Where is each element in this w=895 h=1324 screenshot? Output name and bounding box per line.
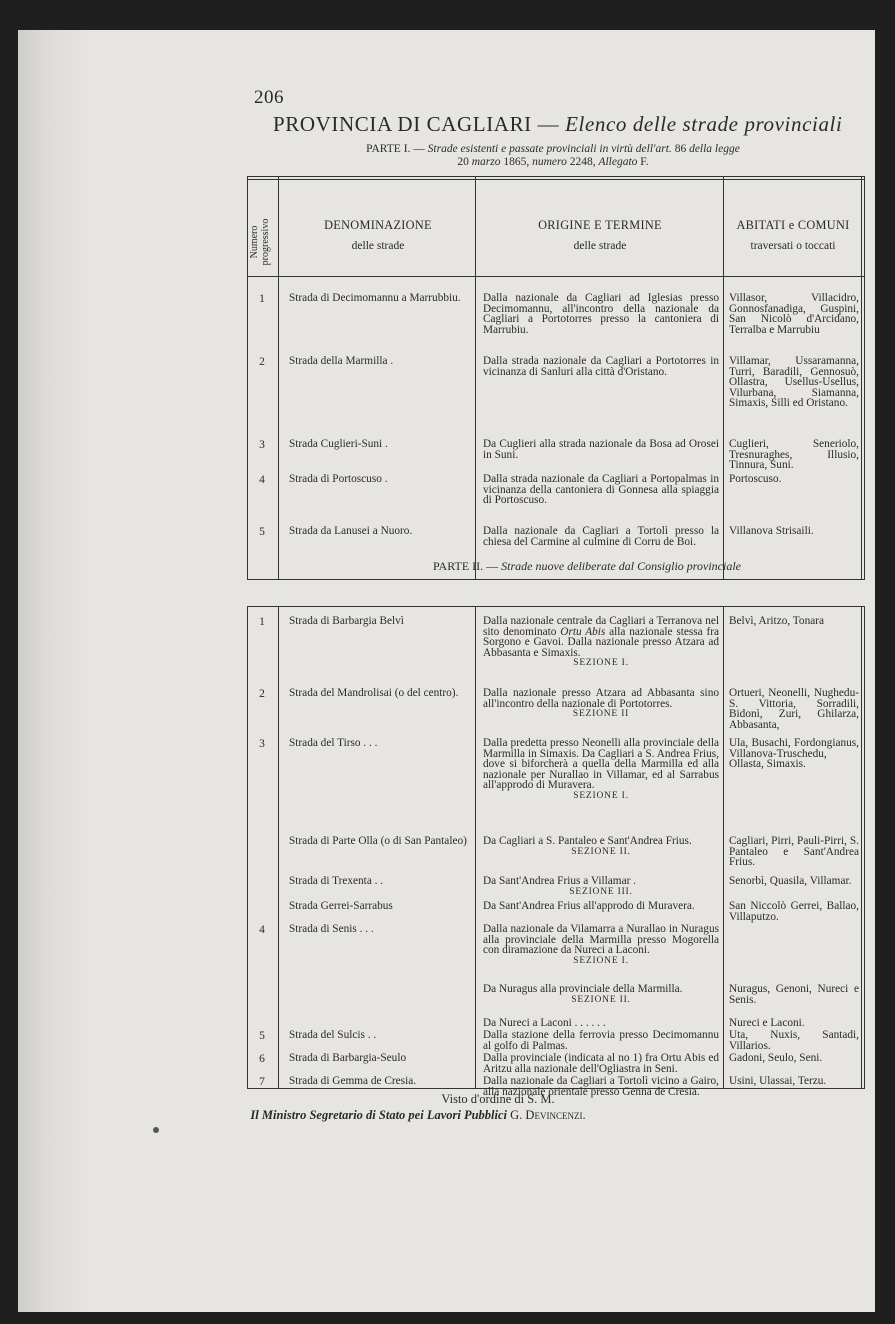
subtitle-numero: numero — [532, 156, 567, 168]
subtitle — [263, 143, 843, 169]
row-number: 6 — [259, 1053, 265, 1065]
road-name: Strada di Trexenta . . — [289, 875, 384, 887]
section-label: SEZIONE II. — [571, 994, 631, 1005]
road-towns: Villamar, Ussaramanna, Turri, Baradili, Gennosuò, Ollastra, Usellus-Usellus, Vilurbana, Siamanna, Simaxis, Silli ed Oristano. — [729, 355, 859, 410]
road-name: Strada di Barbargia-Seulo — [289, 1052, 407, 1064]
minister-title: Il Ministro Segretario di Stato pei Lavori Pubblici — [250, 1108, 508, 1122]
road-origin: Dalla nazionale da Cagliari a Tortolì presso la chiesa del Carmine al culmine di Corru de Boi. — [483, 525, 719, 548]
header-abitati-sub: traversati o toccati — [750, 240, 836, 252]
road-towns: Uta, Nuxis, Santadi, Villarios. — [729, 1029, 859, 1052]
origin-text: alla nazionale stessa fra Sorgono e Gavoi. Dalla nazionale presso Atzara ad Abbasanta e Simaxis. — [483, 625, 720, 659]
subtitle-lead: PARTE I. — — [366, 143, 425, 155]
minister-signature: G. Devincenzi. — [510, 1108, 586, 1122]
subtitle-year: 1865, — [503, 156, 530, 168]
table-top-rule — [247, 176, 865, 177]
row-number: 2 — [259, 356, 265, 368]
road-origin: Da Cuglieri alla strada nazionale da Bosa ad Orosei in Suni. — [483, 438, 719, 461]
road-name: Strada di Senis . . . — [289, 923, 374, 935]
road-origin — [483, 984, 719, 1005]
section-label: SEZIONE II. — [571, 846, 631, 857]
minister-line — [118, 1108, 718, 1123]
road-name: Strada da Lanusei a Nuoro. — [289, 525, 413, 537]
road-name: Strada di Barbargia Belvì — [289, 615, 404, 627]
origin-text: Da Sant'Andrea Frius a Villamar . — [483, 875, 636, 887]
road-towns: Portoscuso. — [729, 473, 782, 485]
road-name: Strada di Parte Olla (o di San Pantaleo) — [289, 835, 467, 847]
header-denominazione-sub: delle strade — [351, 240, 405, 252]
road-towns: Usini, Ulassai, Terzu. — [729, 1075, 827, 1087]
road-towns: Belvì, Aritzo, Tonara — [729, 615, 825, 627]
part2-heading — [327, 559, 847, 574]
col-rule-right — [861, 176, 862, 579]
roads-table — [247, 176, 865, 1176]
road-origin: Dalla provinciale (indicata al no 1) fra Ortu Abis ed Aritzu alla nazionale dell'Ogliastra in Seni. — [483, 1052, 719, 1075]
header-origine-sub: delle strade — [573, 240, 627, 252]
road-towns: Villasor, Villacidro, Gonnosfanadiga, Guspini, San Nicolò d'Arcidano, Terralba e Marrubiu — [729, 292, 859, 336]
row-number: 5 — [259, 1030, 265, 1042]
road-towns: Senorbì, Quasila, Villamar. — [729, 875, 852, 887]
header-bottom-rule — [247, 276, 865, 277]
road-name: Strada del Tirso . . . — [289, 737, 378, 749]
col-rule-left — [247, 176, 248, 579]
road-origin: Dalla strada nazionale da Cagliari a Portotorres in vicinanza di Sanluri alla città d'Oristano. — [483, 355, 719, 378]
origin-text: Dalla nazionale presso Atzara ad Abbasanta sino all'incontro della nazionale di Portotorres. — [483, 687, 719, 710]
road-origin: Dalla stazione della ferrovia presso Decimomannu al golfo di Palmas. — [483, 1029, 719, 1052]
road-name: Strada della Marmilla . — [289, 355, 394, 367]
col-rule-3-p2 — [723, 606, 724, 1088]
road-name: Strada del Mandrolisai (o del centro). — [289, 687, 459, 699]
row-number: 2 — [259, 688, 265, 700]
subtitle-day: 20 — [457, 156, 469, 168]
road-towns: San Niccolò Gerrei, Ballao, Villaputzo. — [729, 900, 859, 923]
col-rule-2-p2 — [475, 606, 476, 1088]
header-num: Numero progressivo — [249, 218, 271, 266]
col-rule-left-p2 — [247, 606, 248, 1088]
road-origin — [483, 924, 719, 966]
row-number: 4 — [259, 924, 265, 936]
title-main: PROVINCIA DI CAGLIARI — — [273, 112, 560, 136]
road-towns: Ula, Busachi, Fordongianus, Villanova-Truschedu, Ollasta, Simaxis. — [729, 737, 859, 771]
road-towns: Villanova Strisaili. — [729, 525, 814, 537]
subtitle-italic-2: della legge — [689, 143, 740, 155]
subtitle-italic-1: Strade esistenti e passate provinciali in virtù dell'art. — [427, 143, 672, 155]
col-rule-3 — [723, 176, 724, 579]
part1-bottom-rule — [247, 579, 865, 580]
page-title — [273, 112, 842, 137]
header-origine: ORIGINE E TERMINE — [538, 218, 662, 232]
section-label: SEZIONE III. — [569, 886, 633, 897]
header-abitati: ABITATI e COMUNI — [736, 218, 850, 232]
table-top-rule-2 — [247, 179, 865, 180]
subtitle-letter: F. — [640, 156, 649, 168]
document-page — [18, 30, 875, 1312]
section-label: SEZIONE I. — [573, 790, 629, 801]
ink-spot — [153, 1127, 159, 1133]
road-origin — [483, 876, 719, 897]
origin-text: Dalla nazionale centrale da Cagliari a Terranova nel sito denominato — [483, 615, 719, 638]
row-number: 5 — [259, 526, 265, 538]
road-origin: Da Sant'Andrea Frius all'approdo di Muravera. — [483, 900, 695, 912]
road-towns: Nuragus, Genoni, Nureci e Senis. — [729, 983, 859, 1006]
road-origin — [483, 616, 719, 669]
page-number: 206 — [254, 87, 284, 108]
part2-heading-italic: Strade nuove deliberate dal Consiglio provinciale — [501, 559, 742, 573]
road-origin — [483, 688, 719, 720]
section-label: SEZIONE I. — [573, 955, 629, 966]
road-towns: Ortueri, Neonelli, Nughedu-S. Vittoria, Sorradili, Bidonì, Zuri, Ghilarza, Abbasanta, — [729, 687, 859, 731]
origin-text: Da Cagliari a S. Pantaleo e Sant'Andrea Frius. — [483, 835, 692, 847]
part2-heading-lead: PARTE II. — — [432, 559, 499, 573]
page-edge — [18, 30, 90, 1312]
road-origin: Dalla strada nazionale da Cagliari a Portopalmas in vicinanza della cantoniera di Gonnesa alla spiaggia di Portoscuso. — [483, 473, 719, 507]
col-rule-right-2 — [864, 176, 865, 579]
title-italic: Elenco delle strade provinciali — [565, 112, 843, 136]
section-label: SEZIONE I. — [573, 658, 629, 669]
row-number: 1 — [259, 616, 265, 628]
visto-line: Visto d'ordine di S. M. — [441, 1092, 555, 1106]
road-towns: Cagliari, Pirri, Pauli-Pirri, S. Pantaleo e Sant'Andrea Frius. — [729, 835, 859, 869]
row-number: 7 — [259, 1076, 265, 1088]
road-origin — [483, 738, 719, 802]
road-name: Strada Cuglieri-Suni . — [289, 438, 388, 450]
col-rule-1-p2 — [278, 606, 279, 1088]
origin-text: Dalla nazionale da Vilamarra a Nurallao in Nuragus alla provinciale della Marmilla presso Mogorella con diramazione da Nureci a Laconi. — [483, 923, 719, 957]
col-rule-1 — [278, 176, 279, 579]
subtitle-law-number: 2248, — [569, 156, 596, 168]
road-towns: Gadoni, Seulo, Seni. — [729, 1052, 823, 1064]
subtitle-month: marzo — [471, 156, 501, 168]
origin-text: Dalla predetta presso Neonelli alla provinciale della Marmilla in Simaxis. Da Cagliari a S. Andrea Frius, dove si biforcherà a quella della Marmilla ed alla nazionale per Nurallao in Villamar, ed al Sarrabus all'approdo di Muravera. — [483, 737, 719, 792]
row-number: 4 — [259, 474, 265, 486]
subtitle-number: 86 — [674, 143, 687, 155]
col-rule-2 — [475, 176, 476, 579]
road-origin — [483, 836, 719, 857]
road-name: Strada del Sulcis . . — [289, 1029, 377, 1041]
row-number: 1 — [259, 293, 265, 305]
road-name: Strada di Portoscuso . — [289, 473, 388, 485]
road-origin: Dalla nazionale da Cagliari ad Iglesias presso Decimomannu, all'incontro della nazionale da Cagliari a Portotorres presso la cantoniera di Marrubiu. — [483, 292, 719, 336]
part2-top-rule — [247, 606, 865, 607]
origin-text: Da Nuragus alla provinciale della Marmilla. — [483, 983, 683, 995]
header-denominazione: DENOMINAZIONE — [324, 218, 432, 232]
row-number: 3 — [259, 738, 265, 750]
road-name: Strada di Gemma de Cresia. — [289, 1075, 417, 1087]
road-towns: Cuglieri, Seneriolo, Tresnuraghes, Illusio, Tinnura, Suni. — [729, 438, 859, 472]
col-rule-right-p2 — [861, 606, 862, 1088]
subtitle-allegato: Allegato — [598, 156, 638, 168]
road-origin: Da Nureci a Laconi . . . . . . — [483, 1017, 606, 1029]
road-name: Strada Gerrei-Sarrabus — [289, 900, 393, 912]
col-rule-right-2-p2 — [864, 606, 865, 1088]
road-origin: Dalla nazionale da Cagliari a Tortolì vicino a Gairo, alla nazionale orientale presso Genna de Cresia. — [483, 1075, 719, 1098]
row-number: 3 — [259, 439, 265, 451]
section-label: SEZIONE II — [572, 709, 630, 720]
origin-place: Ortu Abis — [560, 625, 606, 638]
road-name: Strada di Decimomannu a Marrubbiu. — [289, 292, 461, 304]
road-towns: Nureci e Laconi. — [729, 1017, 805, 1029]
